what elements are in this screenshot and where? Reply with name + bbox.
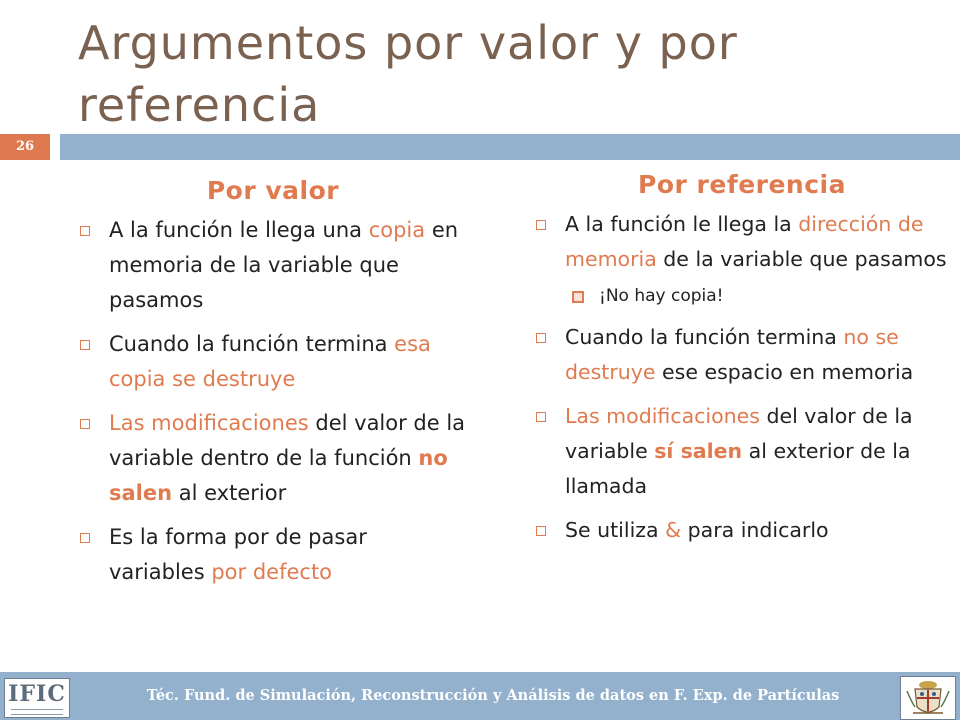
- university-crest-logo: [900, 676, 956, 720]
- highlight-modifications: Las modificaciones: [109, 411, 309, 435]
- highlight-ampersand: &: [665, 518, 682, 542]
- list-item: [78, 327, 468, 397]
- list-item: [534, 513, 950, 548]
- by-value-list: [78, 213, 468, 590]
- square-bullet-icon: [536, 412, 546, 422]
- logo-decoration: [11, 709, 63, 715]
- footer-bar: [0, 672, 960, 720]
- list-item: [534, 320, 950, 390]
- bullet-text: del valor de la variable: [565, 404, 913, 463]
- list-item: [78, 520, 468, 590]
- page-number-badge: 26: [0, 134, 50, 160]
- by-value-column: [78, 170, 468, 599]
- highlight-por-defecto: por defecto: [211, 560, 333, 584]
- by-reference-list: [534, 207, 950, 548]
- sub-list-item: [565, 281, 950, 311]
- ific-logo: [4, 678, 70, 718]
- sub-list: [565, 281, 950, 311]
- bullet-text: Es la forma por de pasar variables: [109, 525, 367, 584]
- square-bullet-icon: [536, 526, 546, 536]
- list-item: [78, 406, 468, 511]
- square-bullet-icon: [536, 333, 546, 343]
- bullet-text: para indicarlo: [681, 518, 829, 542]
- highlight-copy-destroyed: esa copia se destruye: [109, 332, 431, 391]
- highlight-si-salen: sí salen: [654, 439, 743, 463]
- sub-bullet-text: ¡No hay copia!: [599, 286, 724, 306]
- bullet-text: A la función le llega una: [109, 218, 369, 242]
- bullet-text: al exterior: [172, 481, 287, 505]
- list-item: [78, 213, 468, 318]
- bullet-text: al exterior de la llamada: [565, 439, 911, 498]
- bullet-text: Se utiliza: [565, 518, 666, 542]
- square-bullet-icon: [80, 340, 90, 350]
- by-reference-heading: Por referencia: [638, 170, 846, 199]
- bullet-text: de la variable que pasamos: [656, 247, 947, 271]
- square-bullet-icon: [80, 226, 90, 236]
- filled-square-bullet-icon: [572, 291, 584, 303]
- crest-icon: [901, 677, 955, 719]
- by-reference-column: [534, 170, 950, 557]
- bullet-text: A la función le llega la: [565, 212, 799, 236]
- square-bullet-icon: [80, 419, 90, 429]
- square-bullet-icon: [536, 220, 546, 230]
- highlight-memory-address: dirección de memoria: [565, 212, 924, 271]
- by-value-heading: Por valor: [206, 176, 340, 205]
- bullet-text: ese espacio en memoria: [655, 360, 914, 384]
- bullet-text: en memoria de la variable que pasamos: [109, 218, 459, 312]
- ific-logo-text: IFIC: [8, 681, 66, 707]
- highlight-no-salen: no salen: [109, 446, 448, 505]
- footer-course-title: Téc. Fund. de Simulación, Reconstrucción y Análisis de datos en F. Exp. de Partículas: [146, 687, 840, 704]
- highlight-modifications: Las modificaciones: [565, 404, 760, 428]
- bullet-text: Cuando la función termina: [565, 325, 844, 349]
- slide-title: Argumentos por valor y por referencia: [78, 16, 738, 132]
- list-item: [534, 399, 950, 504]
- title-rule-bar: [60, 134, 960, 160]
- bullet-text: del valor de la variable dentro de la función: [109, 411, 466, 470]
- highlight-not-destroyed: no se destruye: [565, 325, 899, 384]
- highlight-copia: copia: [368, 218, 426, 242]
- list-item: [534, 207, 950, 311]
- bullet-text: Cuando la función termina: [109, 332, 395, 356]
- square-bullet-icon: [80, 533, 90, 543]
